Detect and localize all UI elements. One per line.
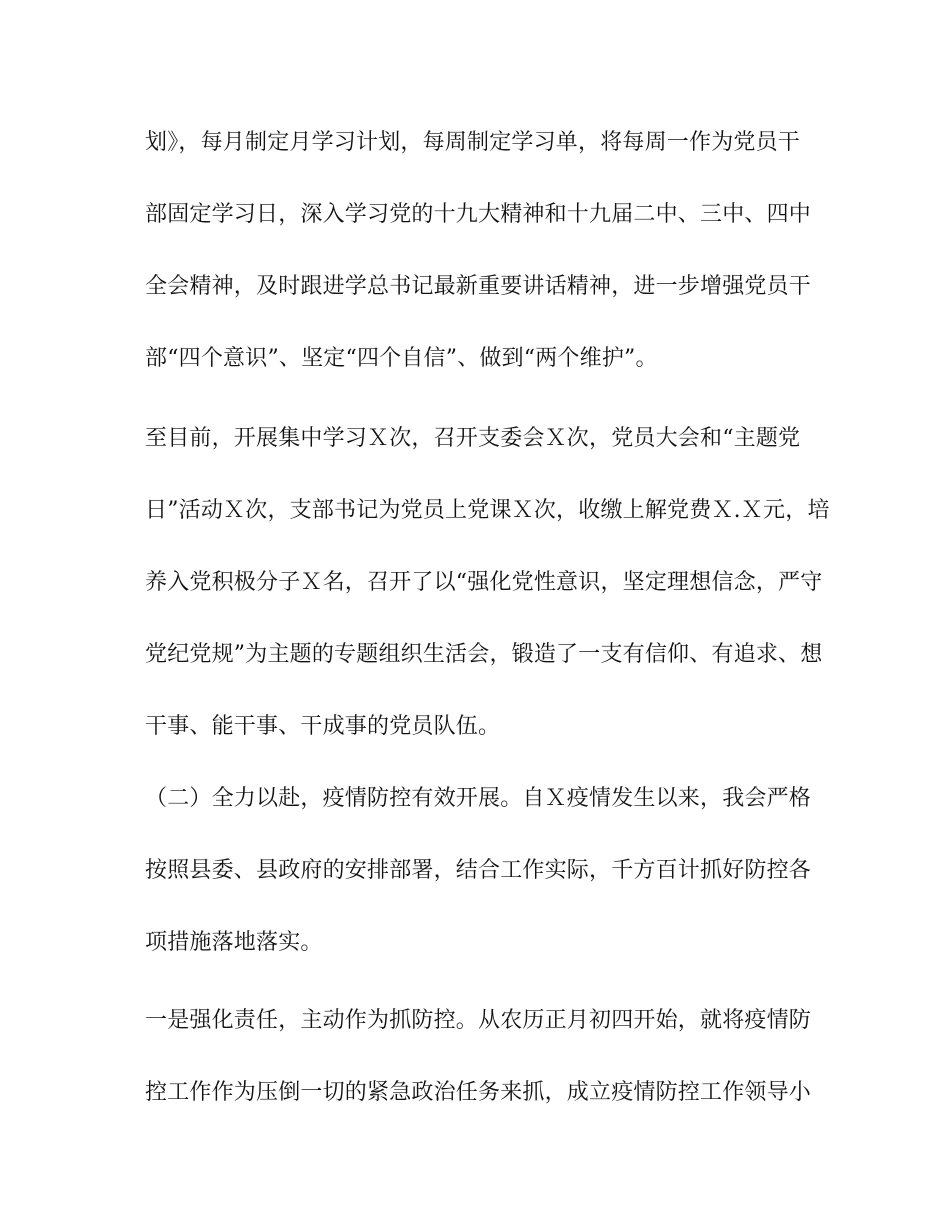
text-line: （二）全力以赴，疫情防控有效开展。自Ｘ疫情发生以来，我会严格 (145, 786, 812, 811)
text-line: 部固定学习日，深入学习党的十九大精神和十九届二中、三中、四中 (145, 202, 812, 227)
text-line: 按照县委、县政府的安排部署，结合工作实际，千方百计抓好防控各 (145, 858, 812, 883)
text-line: 一是强化责任，主动作为抓防控。从农历正月初四开始，就将疫情防 (145, 1008, 812, 1033)
text-line: 养入党积极分子Ｘ名，召开了以“强化党性意识，坚定理想信念，严守 (145, 570, 823, 595)
text-line: 项措施落地落实。 (145, 930, 323, 955)
text-line: 党纪党规”为主题的专题组织生活会，锻造了一支有信仰、有追求、想 (145, 642, 823, 667)
text-line: 划》，每月制定月学习计划，每周制定学习单，将每周一作为党员干 (145, 130, 801, 155)
text-line: 部“四个意识”、坚定“四个自信”、做到“两个维护”。 (145, 346, 658, 371)
text-line: 控工作作为压倒一切的紧急政治任务来抓，成立疫情防控工作领导小 (145, 1080, 812, 1105)
text-line: 日”活动Ｘ次，支部书记为党员上党课Ｘ次，收缴上解党费Ｘ.Ｘ元，培 (145, 498, 830, 523)
text-line: 干事、能干事、干成事的党员队伍。 (145, 714, 501, 739)
text-line: 全会精神，及时跟进学总书记最新重要讲话精神，进一步增强党员干 (145, 274, 812, 299)
text-line: 至目前，开展集中学习Ｘ次，召开支委会Ｘ次，党员大会和“主题党 (145, 426, 801, 451)
